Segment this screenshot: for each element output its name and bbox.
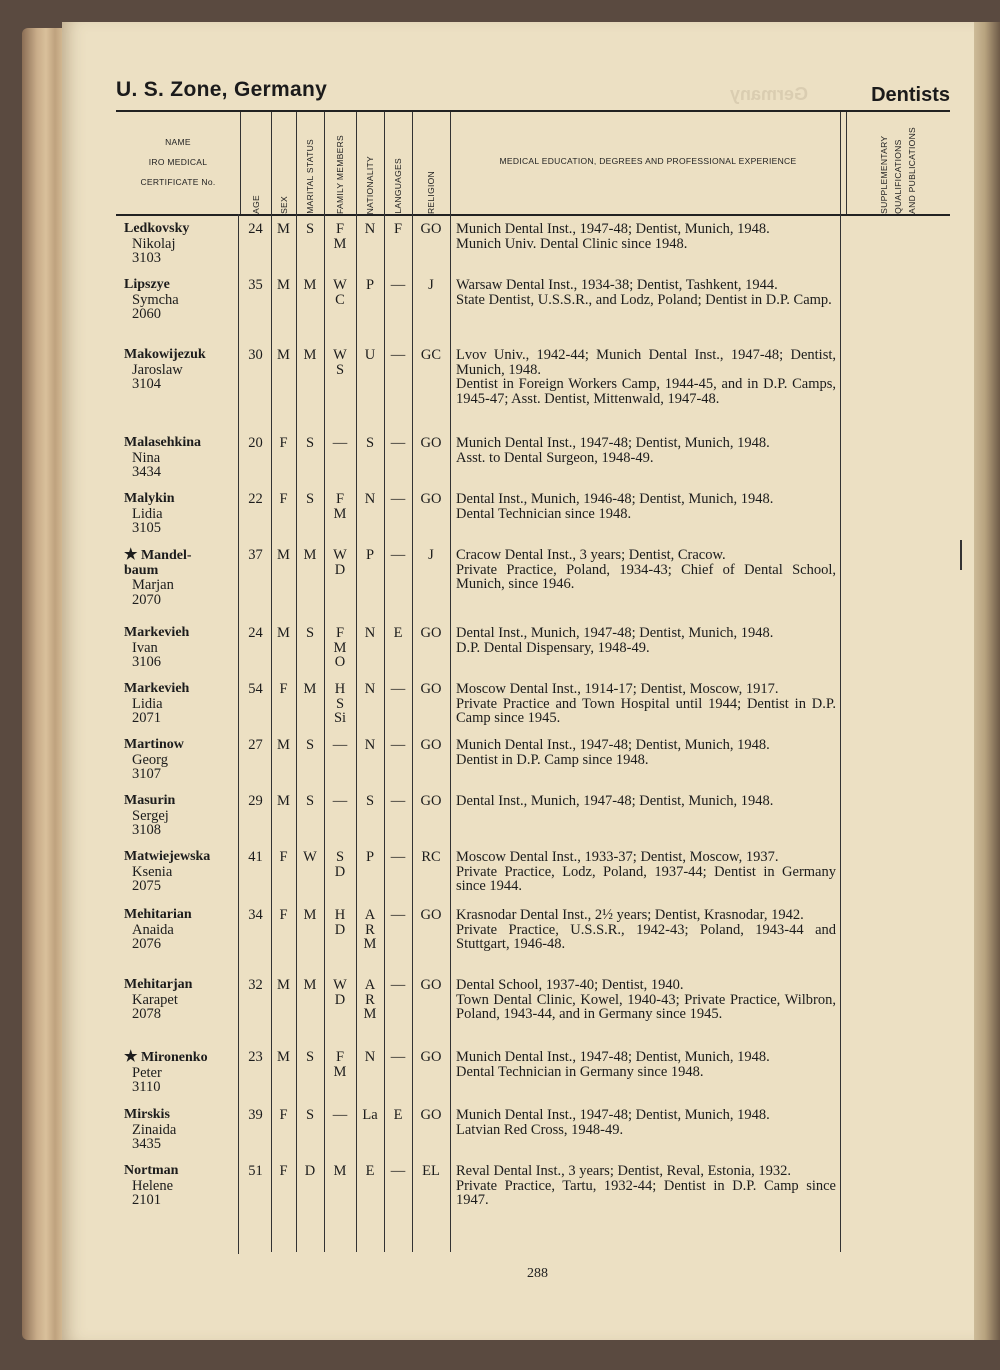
certificate-number: 3104 [132,376,161,392]
age-cell: 54 [248,681,263,697]
certificate-number: 2071 [132,710,161,726]
marital-cell: S [305,491,315,507]
religion-cell: GO [420,977,442,993]
age-cell: 51 [248,1163,263,1179]
marital-cell: S [305,625,315,641]
surname: Mirskis [124,1107,170,1122]
marital-cell: W [303,849,317,865]
surname: Ledkovsky [124,221,190,236]
nationality-cell: N [364,737,376,753]
education-cell [456,222,836,251]
surname: ★ Mandel- baum [124,548,244,578]
family-cell: M [333,1163,347,1179]
name-cell [120,348,244,392]
marital-cell: S [305,1049,315,1065]
nationality-cell: A R M [363,907,377,952]
religion-cell: J [428,277,434,293]
zone-title: U. S. Zone, Germany [116,78,328,101]
education-cell [456,436,836,465]
age-cell: 35 [248,277,263,293]
certificate-number: 3105 [132,520,161,536]
surname: ★ Mironenko [124,1050,244,1066]
marital-cell: S [305,737,315,753]
first-name: Symcha [132,291,179,308]
family-cell: W D [333,977,347,1008]
page-header [116,78,950,106]
family-cell: — [332,435,348,451]
header-cert-line: CERTIFICATE No. [140,177,216,187]
languages-cell: — [390,681,406,697]
surname: Malykin [124,491,175,506]
family-cell: W D [333,547,347,578]
experience-line: Private Practice and Town Hospital until 1944; Dentist in D.P. Camp since 1945. [456,695,836,726]
family-cell: — [332,793,348,809]
languages-cell: — [390,737,406,753]
age-cell: 23 [248,1049,263,1065]
star-icon [124,548,137,563]
languages-cell: F [393,221,403,237]
languages-cell: — [390,435,406,451]
sex-cell: F [279,435,288,451]
nationality-cell: S [365,793,375,809]
languages-cell: — [390,907,406,923]
religion-cell: GO [420,793,442,809]
certificate-number: 2075 [132,878,161,894]
experience-line: Private Practice, U.S.S.R., 1942-43; Poland, 1943-44 and Stuttgart, 1946-48. [456,921,836,952]
religion-cell: GO [420,435,442,451]
certificate-number: 3434 [132,464,161,480]
religion-cell: GC [420,347,442,363]
surname: Malasehkina [124,435,202,450]
religion-cell: GO [420,221,442,237]
languages-cell: — [390,1049,406,1065]
education-cell [456,682,836,726]
surname: Masurin [124,793,176,808]
experience-line: State Dentist, U.S.S.R., and Lodz, Poland; Dentist in D.P. Camp. [456,291,832,308]
nationality-cell: N [364,625,376,641]
religion-cell: GO [420,1049,442,1065]
marital-cell: M [303,347,317,363]
experience-line: Dental Inst., Munich, 1946-48; Dentist, Munich, 1948. [456,491,774,507]
name-cell [120,682,244,726]
experience-line: D.P. Dental Dispensary, 1948-49. [456,639,650,656]
education-cell [456,1164,836,1208]
surname: Nortman [124,1163,179,1178]
experience-line: Krasnodar Dental Inst., 2½ years; Dentist, Krasnodar, 1942. [456,907,804,923]
name-cell [120,278,244,322]
family-cell: F M [333,491,347,522]
languages-cell: — [390,793,406,809]
nationality-cell: U [364,347,376,363]
languages-cell: E [393,1107,403,1123]
certificate-number: 2076 [132,936,161,952]
name-cell [120,222,244,266]
education-cell [456,738,836,767]
experience-line: Lvov Univ., 1942-44; Munich Dental Inst., 1947-48; Dentist, Munich, 1948. [456,347,836,378]
languages-cell: E [393,625,403,641]
column-header-education: MEDICAL EDUCATION, DEGREES AND PROFESSIONAL EXPERIENCE [499,156,797,166]
religion-cell: EL [422,1163,440,1179]
first-name: Peter [132,1064,162,1081]
surname: Makowijezuk [124,347,206,362]
surname: Lipszye [124,277,170,292]
nationality-cell: N [364,491,376,507]
sex-cell: F [279,849,288,865]
column-header-supplementary: SUPPLEMENTARY QUALIFICATIONS AND PUBLICATIONS [879,127,917,214]
surname: Martinow [124,737,184,752]
sex-cell: M [277,547,290,563]
nationality-cell: A R M [363,977,377,1022]
family-cell: F M [333,221,347,252]
name-cell [120,548,244,607]
certificate-number: 3106 [132,654,161,670]
sex-cell: F [279,681,288,697]
name-cell [120,492,244,536]
family-cell: F M [333,1049,347,1080]
column-header-age: AGE [250,195,261,214]
marital-cell: M [303,547,317,563]
experience-line: Private Practice, Poland, 1934-43; Chief of Dental School, Munich, since 1946. [456,561,836,592]
age-cell: 29 [248,793,263,809]
experience-line: Dentist in D.P. Camp since 1948. [456,751,649,768]
family-cell: — [332,737,348,753]
surname: Matwiejewska [124,849,211,864]
family-cell: H D [334,907,346,938]
languages-cell: — [390,977,406,993]
sex-cell: F [279,491,288,507]
name-cell [120,1164,244,1208]
experience-line: Munich Dental Inst., 1947-48; Dentist, Munich, 1948. [456,737,770,753]
age-cell: 20 [248,435,263,451]
surname: Mehitarian [124,907,192,922]
marital-cell: S [305,221,315,237]
page-mark [960,540,962,570]
religion-cell: GO [420,491,442,507]
experience-line: Moscow Dental Inst., 1933-37; Dentist, Moscow, 1937. [456,849,779,865]
column-header-family: FAMILY MEMBERS [335,135,345,214]
age-cell: 24 [248,221,263,237]
certificate-number: 3108 [132,822,161,838]
certificate-number: 3435 [132,1136,161,1152]
family-cell: S D [334,849,346,880]
family-cell: W S [333,347,347,378]
column-header-sex: SEX [278,196,289,214]
education-cell [456,348,836,406]
surname: Markevieh [124,681,190,696]
education-cell [456,794,836,809]
first-name: Ivan [132,639,158,656]
religion-cell: GO [420,1107,442,1123]
age-cell: 41 [248,849,263,865]
age-cell: 37 [248,547,263,563]
marital-cell: S [305,435,315,451]
name-cell [120,794,244,838]
education-cell [456,850,836,894]
certificate-number: 3107 [132,766,161,782]
certificate-number: 3103 [132,250,161,266]
surname: Markevieh [124,625,190,640]
marital-cell: D [304,1163,316,1179]
experience-line: Dental Technician since 1948. [456,505,632,522]
first-name: Nina [132,449,161,466]
languages-cell: — [390,491,406,507]
profession-title: Dentists [871,84,950,106]
age-cell: 30 [248,347,263,363]
first-name: Anaida [132,921,174,938]
religion-cell: RC [421,849,441,865]
name-cell [120,738,244,782]
first-name: Nikolaj [132,235,176,252]
column-divider [840,112,841,1252]
sex-cell: M [277,625,290,641]
marital-cell: M [303,277,317,293]
bleed-through-text: Germany [730,84,809,104]
marital-cell: M [303,907,317,923]
nationality-cell: P [365,849,375,865]
first-name: Jaroslaw [132,361,183,378]
family-cell: H S Si [333,681,347,726]
sex-cell: M [277,977,290,993]
experience-line: Reval Dental Inst., 3 years; Dentist, Reval, Estonia, 1932. [456,1163,792,1179]
nationality-cell: N [364,221,376,237]
name-cell [120,978,244,1022]
family-cell: F M O [333,625,347,670]
religion-cell: J [428,547,434,563]
certificate-number: 2101 [132,1192,161,1208]
experience-line: Cracow Dental Inst., 3 years; Dentist, Cracow. [456,547,726,563]
name-cell [120,626,244,670]
sex-cell: M [277,1049,290,1065]
marital-cell: S [305,1107,315,1123]
name-cell [120,1108,244,1152]
education-cell [456,626,836,655]
column-header-marital: MARITAL STATUS [305,139,315,214]
religion-cell: GO [420,907,442,923]
languages-cell: — [390,849,406,865]
column-header-religion: RELIGION [426,170,436,214]
nationality-cell: N [364,1049,376,1065]
languages-cell: — [390,547,406,563]
header-rule-bottom [116,214,950,216]
nationality-cell: N [364,681,376,697]
nationality-cell: E [365,1163,375,1179]
experience-line: Private Practice, Lodz, Poland, 1937-44; Dentist in Germany since 1944. [456,863,836,894]
sex-cell: F [279,1107,288,1123]
education-cell [456,548,836,592]
name-cell [120,436,244,480]
first-name: Karapet [132,991,178,1008]
marital-cell: M [303,977,317,993]
sex-cell: F [279,1163,288,1179]
certificate-number: 2078 [132,1006,161,1022]
certificate-number: 2070 [132,591,161,608]
family-cell: — [332,1107,348,1123]
family-cell: W C [333,277,347,308]
certificate-number: 3110 [132,1079,161,1095]
nationality-cell: La [362,1107,378,1123]
religion-cell: GO [420,625,442,641]
sex-cell: M [277,793,290,809]
first-name: Helene [132,1177,174,1194]
experience-line: Munich Dental Inst., 1947-48; Dentist, Munich, 1948. [456,1107,770,1123]
page-number: 288 [527,1266,548,1281]
sex-cell: M [277,277,290,293]
header-iro-line: IRO MEDICAL [148,157,208,167]
age-cell: 27 [248,737,263,753]
column-header-nationality: NATIONALITY [365,155,375,214]
first-name: Zinaida [132,1121,177,1138]
languages-cell: — [390,1163,406,1179]
header-name-line: NAME [165,137,191,147]
certificate-number: 2060 [132,306,161,322]
nationality-cell: S [365,435,375,451]
name-cell [120,1050,244,1095]
experience-line: Munich Dental Inst., 1947-48; Dentist, Munich, 1948. [456,1049,770,1065]
experience-line: Private Practice, Tartu, 1932-44; Dentist in D.P. Camp since 1947. [456,1177,836,1208]
surname: Mehitarjan [124,977,193,992]
first-name: Lidia [132,505,163,522]
education-cell [456,908,836,952]
age-cell: 34 [248,907,263,923]
column-divider [450,112,451,1252]
sex-cell: F [279,907,288,923]
nationality-cell: P [365,277,375,293]
column-header-name [116,132,240,192]
experience-line: Dental School, 1937-40; Dentist, 1940. [456,977,684,993]
experience-line: Munich Dental Inst., 1947-48; Dentist, Munich, 1948. [456,221,770,237]
column-header-languages: LANGUAGES [393,158,403,214]
age-cell: 24 [248,625,263,641]
experience-line: Latvian Red Cross, 1948-49. [456,1121,624,1138]
first-name: Georg [132,751,168,768]
experience-line: Town Dental Clinic, Kowel, 1940-43; Private Practice, Wilbron, Poland, 1943-44, and in Germany since 1945. [456,991,836,1022]
experience-line: Dental Technician in Germany since 1948. [456,1063,704,1080]
experience-line: Dental Inst., Munich, 1947-48; Dentist, Munich, 1948. [456,625,774,641]
sex-cell: M [277,737,290,753]
religion-cell: GO [420,681,442,697]
experience-line: Munich Dental Inst., 1947-48; Dentist, Munich, 1948. [456,435,770,451]
first-name: Sergej [132,807,169,824]
experience-line: Munich Univ. Dental Clinic since 1948. [456,235,688,252]
experience-line: Asst. to Dental Surgeon, 1948-49. [456,449,654,466]
education-cell [456,492,836,521]
religion-cell: GO [420,737,442,753]
education-cell [456,1050,836,1079]
education-cell [456,278,836,307]
experience-line: Dental Inst., Munich, 1947-48; Dentist, Munich, 1948. [456,793,774,809]
first-name: Marjan [132,577,174,593]
education-cell [456,978,836,1022]
age-cell: 22 [248,491,263,507]
sex-cell: M [277,347,290,363]
star-icon [124,1050,137,1065]
name-cell [120,850,244,894]
first-name: Lidia [132,695,163,712]
marital-cell: M [303,681,317,697]
first-name: Ksenia [132,863,173,880]
sex-cell: M [277,221,290,237]
experience-line: Dentist in Foreign Workers Camp, 1944-45, and in D.P. Camps, 1945-47; Asst. Dentist, Mittenwald, 1947-48. [456,376,836,407]
marital-cell: S [305,793,315,809]
age-cell: 39 [248,1107,263,1123]
languages-cell: — [390,277,406,293]
nationality-cell: P [365,547,375,563]
experience-line: Warsaw Dental Inst., 1934-38; Dentist, Tashkent, 1944. [456,277,778,293]
name-cell [120,908,244,952]
experience-line: Moscow Dental Inst., 1914-17; Dentist, Moscow, 1917. [456,681,779,697]
languages-cell: — [390,347,406,363]
education-cell [456,1108,836,1137]
age-cell: 32 [248,977,263,993]
